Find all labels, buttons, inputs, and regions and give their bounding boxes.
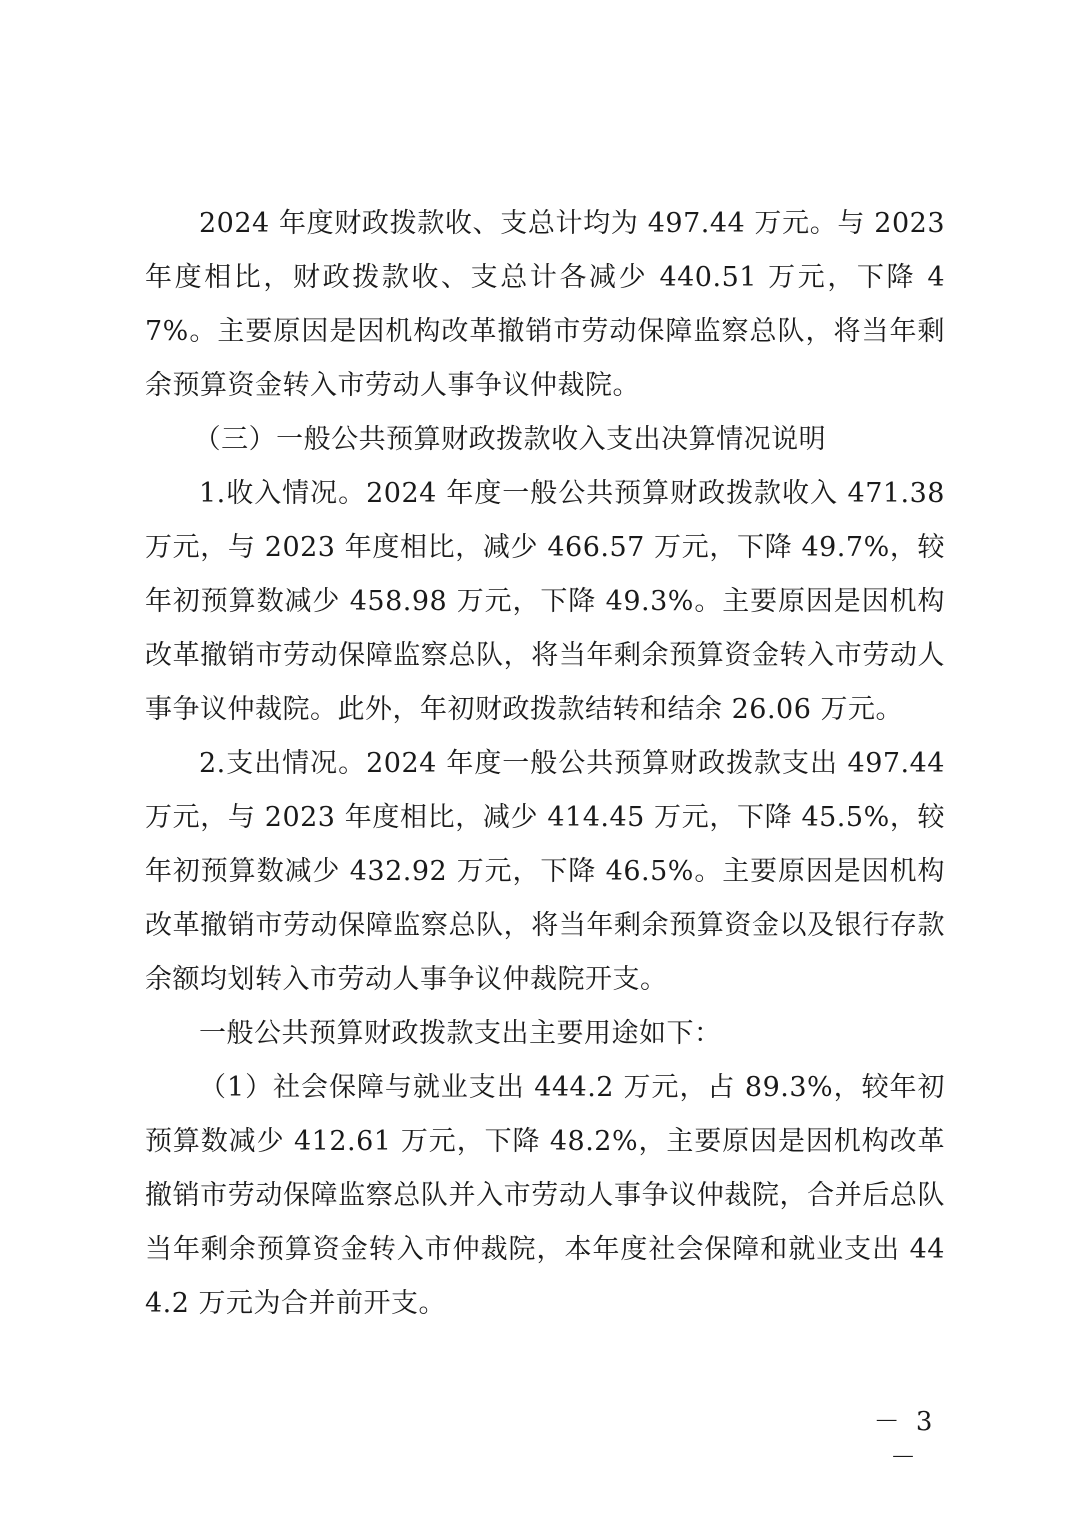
- document-body: [145, 197, 945, 1331]
- section-heading: （三）一般公共预算财政拨款收入支出决算情况说明: [193, 424, 827, 455]
- paragraph-social-security: （1）社会保障与就业支出 444.2 万元，占 89.3%，较年初预算数减少 412.61 万元，下降 48.2%，主要原因是因机构改革撤销市劳动保障监察总队并入市劳动人事争议仲裁院，合并后总队当年剩余预算资金转入市仲裁院，本年度社会保障和就业支出 444.2 万元为合并前开支。: [145, 1072, 945, 1319]
- paragraph-main-uses-intro: 一般公共预算财政拨款支出主要用途如下：: [199, 1018, 722, 1049]
- paragraph-income: 1.收入情况。2024 年度一般公共预算财政拨款收入 471.38 万元，与 2023 年度相比，减少 466.57 万元，下降 49.7%，较年初预算数减少 458.98 万元，下降 49.3%。主要原因是因机构改革撤销市劳动保障监察总队，将当年剩余预算资金转入市劳动人事争议仲裁院。此外，年初财政拨款结转和结余 26.06 万元。: [145, 478, 945, 725]
- paragraph-expenditure: 2.支出情况。2024 年度一般公共预算财政拨款支出 497.44 万元，与 2023 年度相比，减少 414.45 万元，下降 45.5%，较年初预算数减少 432.92 万元，下降 46.5%。主要原因是因机构改革撤销市劳动保障监察总队，将当年剩余预算资金以及银行存款余额均划转入市劳动人事争议仲裁院开支。: [145, 748, 945, 995]
- page-number: － 3 －: [873, 1407, 937, 1473]
- paragraph-total-funding: 2024 年度财政拨款收、支总计均为 497.44 万元。与 2023 年度相比，财政拨款收、支总计各减少 440.51 万元，下降 47%。主要原因是因机构改革撤销市劳动保障监察总队，将当年剩余预算资金转入市劳动人事争议仲裁院。: [145, 208, 945, 401]
